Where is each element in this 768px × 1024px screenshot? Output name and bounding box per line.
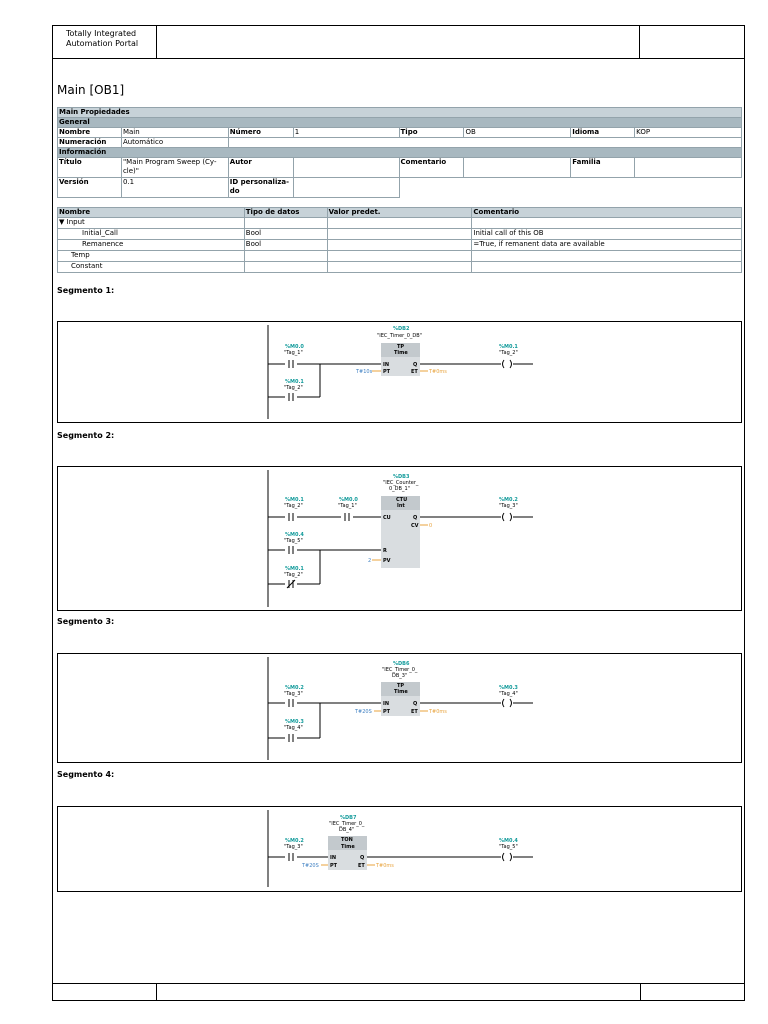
iface-comment: [472, 218, 742, 229]
tipo-value: OB: [464, 128, 571, 138]
block-type: TP: [397, 683, 405, 689]
id-value: [293, 178, 399, 198]
block-db-name-2: DB_4": [339, 827, 355, 833]
block-pin-in: IN: [383, 701, 390, 707]
iface-default: [327, 262, 472, 273]
block-pin-pt: PT: [330, 863, 338, 869]
block-db: %DB7: [340, 815, 357, 821]
coil-address: %M0.2: [499, 497, 518, 503]
id-label: ID personaliza-do: [228, 178, 293, 198]
iface-comment: [472, 262, 742, 273]
segment-4-ladder: [58, 807, 743, 893]
coil[interactable]: [503, 513, 512, 521]
familia-label: Familia: [571, 158, 635, 178]
contact-tag: "Tag_2": [284, 572, 303, 578]
block-pin-cv: CV: [411, 523, 419, 529]
block-pin-in: IN: [383, 362, 390, 368]
coil-address: %M0.3: [499, 685, 518, 691]
iface-default: [327, 240, 472, 251]
version-label: Versión: [58, 178, 122, 198]
iface-default: [327, 229, 472, 240]
segment-2-network: [57, 466, 742, 611]
iface-name: Remanence: [58, 240, 245, 251]
header-line1: Totally Integrated: [66, 29, 137, 38]
numero-value: 1: [293, 128, 399, 138]
contact-address: %M0.4: [285, 532, 304, 538]
contact-no[interactable]: [289, 853, 293, 861]
param-pt: T#20S: [302, 863, 319, 869]
header-right-cell: [639, 26, 744, 58]
segment-3-label: Segmento 3:: [57, 617, 115, 626]
block-pin-et: ET: [411, 709, 418, 715]
contact-tag: "Tag_4": [284, 725, 303, 731]
header-line2: Automation Portal: [66, 39, 139, 48]
idioma-value: KOP: [635, 128, 742, 138]
props-general-bar: General: [58, 118, 742, 128]
comentario-value: [464, 158, 571, 178]
param-et: T#0ms: [429, 369, 447, 375]
block-subtype: Time: [341, 844, 355, 850]
block-db-name: "IEC_Counter_: [383, 480, 419, 486]
table-row: [58, 262, 742, 273]
block-subtype: Time: [394, 689, 408, 695]
iface-name: Constant: [58, 262, 245, 273]
coil-tag: "Tag_4": [499, 691, 518, 697]
param-et: T#0ms: [429, 709, 447, 715]
iface-default: [327, 251, 472, 262]
block-pin-q: Q: [413, 515, 418, 521]
page-title: Main [OB1]: [57, 83, 125, 97]
coil[interactable]: [503, 699, 512, 707]
iface-name: Input: [66, 218, 85, 226]
block-db-name-2: DB_3": [392, 673, 408, 679]
param-pv: 2: [368, 558, 372, 564]
idioma-label: Idioma: [571, 128, 635, 138]
block-db-name-2: 0_DB_1": [389, 486, 410, 492]
block-pin-pt: PT: [383, 709, 391, 715]
autor-value: [293, 158, 399, 178]
titulo-label: Título: [58, 158, 122, 178]
version-value: 0.1: [121, 178, 228, 198]
iface-header-tipo: Tipo de datos: [244, 208, 327, 218]
contact-address: %M0.2: [285, 838, 304, 844]
segment-2-label: Segmento 2:: [57, 431, 115, 440]
familia-value: [635, 158, 742, 178]
contact-address: %M0.1: [285, 566, 304, 572]
segment-3-network: [57, 653, 742, 763]
coil-address: %M0.4: [499, 838, 518, 844]
contact-no[interactable]: [289, 393, 293, 401]
block-subtype: Int: [397, 503, 405, 509]
tipo-label: Tipo: [399, 128, 464, 138]
contact-no[interactable]: [345, 513, 349, 521]
coil-address: %M0.1: [499, 344, 518, 350]
coil-tag: "Tag_5": [499, 844, 518, 850]
contact-tag: "Tag_1": [284, 350, 303, 356]
footer-divider-right: [640, 984, 641, 1001]
block-pin-r: R: [383, 548, 387, 554]
param-pt: T#20S: [355, 709, 372, 715]
contact-tag: "Tag_3": [284, 844, 303, 850]
coil[interactable]: [503, 360, 512, 368]
coil-tag: "Tag_3": [499, 503, 518, 509]
props-section-bar: Main Propiedades: [58, 108, 742, 118]
iface-type: [244, 251, 327, 262]
iface-header-valor: Valor predet.: [327, 208, 472, 218]
contact-no[interactable]: [289, 546, 293, 554]
contact-no[interactable]: [289, 734, 293, 742]
iface-header-comentario: Comentario: [472, 208, 742, 218]
contact-address: %M0.0: [339, 497, 358, 503]
block-pin-q: Q: [413, 701, 418, 707]
nombre-value: Main: [121, 128, 228, 138]
iface-comment: Initial call of this OB: [472, 229, 742, 240]
table-row: [58, 240, 742, 251]
block-pin-pv: PV: [383, 558, 391, 564]
autor-label: Autor: [228, 158, 293, 178]
iface-default: [327, 218, 472, 229]
block-pin-q: Q: [413, 362, 418, 368]
contact-no[interactable]: [289, 699, 293, 707]
block-pin-et: ET: [411, 369, 418, 375]
segment-4-label: Segmento 4:: [57, 770, 115, 779]
properties-table: [57, 107, 742, 198]
block-db-name: "IEC_Timer_0_: [329, 821, 365, 827]
contact-nc[interactable]: [287, 580, 295, 588]
iface-comment: =True, if remanent data are available: [472, 240, 742, 251]
segment-2-ladder: [58, 467, 743, 612]
contact-tag: "Tag_3": [284, 691, 303, 697]
block-type: CTU: [396, 497, 408, 503]
chevron-down-icon[interactable]: ▼: [59, 218, 65, 226]
numeracion-empty: [228, 138, 741, 148]
segment-1-network: [57, 321, 742, 423]
block-type: TON: [341, 837, 353, 843]
contact-tag: "Tag_2": [284, 503, 303, 509]
iface-type: [244, 218, 327, 229]
segment-3-ladder: [58, 654, 743, 764]
comentario-label: Comentario: [399, 158, 464, 178]
iface-name: Initial_Call: [58, 229, 245, 240]
contact-no[interactable]: [289, 360, 293, 368]
iface-type: Bool: [244, 240, 327, 251]
block-pin-q: Q: [360, 855, 365, 861]
segment-4-network: [57, 806, 742, 892]
page-footer: [52, 983, 745, 1001]
iface-header-nombre: Nombre: [58, 208, 245, 218]
contact-address: %M0.1: [285, 379, 304, 385]
block-pin-cu: CU: [383, 515, 391, 521]
contact-address: %M0.0: [285, 344, 304, 350]
contact-no[interactable]: [289, 513, 293, 521]
block-pin-in: IN: [330, 855, 337, 861]
block-pin-et: ET: [358, 863, 365, 869]
interface-table: [57, 207, 742, 273]
param-cv: 0: [429, 523, 433, 529]
titulo-value: "Main Program Sweep (Cy-cle)": [121, 158, 228, 178]
block-db-name: "IEC_Timer_0_DB": [377, 333, 422, 339]
block-subtype: Time: [394, 350, 408, 356]
contact-address: %M0.2: [285, 685, 304, 691]
block-db: %DB6: [393, 661, 410, 667]
iface-comment: [472, 251, 742, 262]
contact-tag: "Tag_2": [284, 385, 303, 391]
block-db-name: "IEC_Timer_0_: [382, 667, 418, 673]
block-type: TP: [397, 344, 405, 350]
segment-1-label: Segmento 1:: [57, 286, 115, 295]
numeracion-value: Automático: [121, 138, 228, 148]
contact-tag: "Tag_5": [284, 538, 303, 544]
block-pin-pt: PT: [383, 369, 391, 375]
numeracion-label: Numeración: [58, 138, 122, 148]
props-blank: [399, 178, 741, 198]
table-row: [58, 229, 742, 240]
param-pt: T#10s: [356, 369, 373, 375]
table-row: [58, 251, 742, 262]
iface-type: Bool: [244, 229, 327, 240]
contact-tag: "Tag_1": [338, 503, 357, 509]
segment-1-ladder: [58, 322, 743, 424]
page-header: [52, 25, 745, 59]
param-et: T#0ms: [376, 863, 394, 869]
iface-name: Temp: [58, 251, 245, 262]
contact-address: %M0.1: [285, 497, 304, 503]
header-logo-text: [53, 26, 157, 58]
block-db: %DB2: [393, 326, 410, 332]
nombre-label: Nombre: [58, 128, 122, 138]
props-info-bar: Información: [58, 148, 742, 158]
block-db: %DB3: [393, 474, 410, 480]
table-row: [58, 218, 742, 229]
coil-tag: "Tag_2": [499, 350, 518, 356]
iface-type: [244, 262, 327, 273]
contact-address: %M0.3: [285, 719, 304, 725]
coil[interactable]: [503, 853, 512, 861]
numero-label: Número: [228, 128, 293, 138]
footer-divider-left: [156, 984, 157, 1001]
